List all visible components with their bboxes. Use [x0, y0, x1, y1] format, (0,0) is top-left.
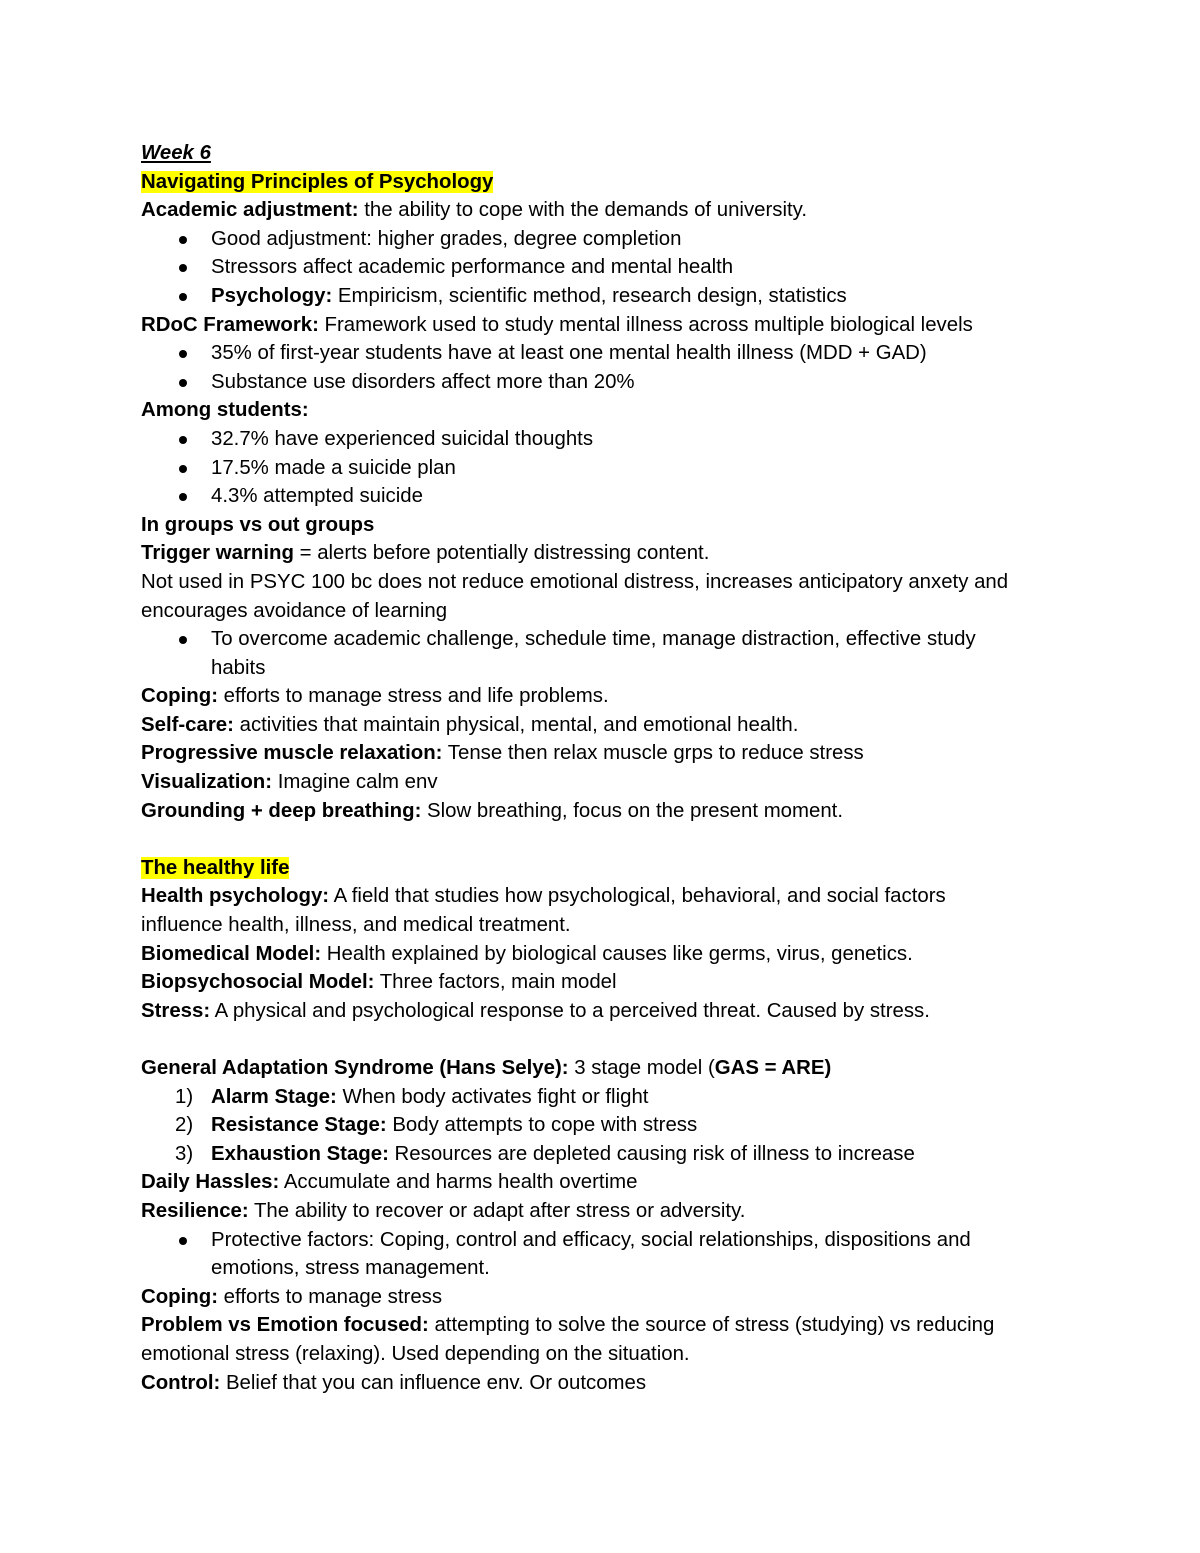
def-stress: Stress: A physical and psychological response to a perceived threat. Caused by stress. — [141, 999, 930, 1022]
paragraph-not-used-line1: Not used in PSYC 100 bc does not reduce emotional distress, increases anticipatory anxety and — [141, 570, 1009, 593]
list-item: Protective factors: Coping, control and efficacy, social relationships, dispositions and emotions, stress management. — [141, 1226, 1071, 1283]
list-item: 35% of first-year students have at least one mental health illness (MDD + GAD) — [141, 339, 1071, 368]
list-item: To overcome academic challenge, schedule time, manage distraction, effective study habits — [141, 625, 1071, 682]
def-rdoc-framework: RDoC Framework: Framework used to study mental illness across multiple biological levels — [141, 313, 973, 336]
def-problem-vs-emotion-line2: emotional stress (relaxing). Used depending on the situation. — [141, 1342, 690, 1365]
paragraph-not-used-line2: encourages avoidance of learning — [141, 599, 448, 622]
protective-factors-list — [141, 1226, 1071, 1283]
academic-bullet-list — [141, 225, 1071, 311]
list-item: 32.7% have experienced suicidal thoughts — [141, 425, 1071, 454]
def-daily-hassles: Daily Hassles: Accumulate and harms health overtime — [141, 1171, 638, 1194]
def-health-psychology-line2: influence health, illness, and medical treatment. — [141, 914, 571, 937]
def-coping-2: Coping: efforts to manage stress — [141, 1285, 443, 1308]
section-heading-principles: Navigating Principles of Psychology — [141, 170, 494, 193]
list-item: 2) Resistance Stage: Body attempts to cope with stress — [175, 1114, 698, 1137]
def-self-care: Self-care: activities that maintain physical, mental, and emotional health. — [141, 713, 799, 736]
list-item: 3) Exhaustion Stage: Resources are depleted causing risk of illness to increase — [175, 1142, 915, 1165]
in-groups-heading: In groups vs out groups — [141, 513, 375, 536]
list-item: Psychology: Empiricism, scientific method, research design, statistics — [141, 282, 1071, 311]
def-general-adaptation-syndrome: General Adaptation Syndrome (Hans Selye): 3 stage model (GAS = ARE) — [141, 1057, 832, 1079]
list-item: Stressors affect academic performance and mental health — [141, 253, 1071, 282]
notes-body — [141, 139, 1071, 1397]
def-resilience: Resilience: The ability to recover or adapt after stress or adversity. — [141, 1199, 746, 1222]
list-item: Substance use disorders affect more than 20% — [141, 368, 1071, 397]
list-item: Good adjustment: higher grades, degree completion — [141, 225, 1071, 254]
list-item: 4.3% attempted suicide — [141, 482, 1071, 511]
rdoc-bullet-list — [141, 339, 1071, 396]
blank-line — [141, 1025, 1071, 1054]
section-heading-healthy-life: The healthy life — [141, 856, 290, 879]
def-grounding: Grounding + deep breathing: Slow breathing, focus on the present moment. — [141, 799, 844, 822]
def-control: Control: Belief that you can influence env. Or outcomes — [141, 1371, 647, 1394]
list-item: 17.5% made a suicide plan — [141, 454, 1071, 483]
def-problem-vs-emotion: Problem vs Emotion focused: attempting to solve the source of stress (studying) vs reducing — [141, 1314, 995, 1337]
def-progressive-muscle-relaxation: Progressive muscle relaxation: Tense then relax muscle grps to reduce stress — [141, 742, 864, 765]
def-biomedical-model: Biomedical Model: Health explained by biological causes like germs, virus, genetics. — [141, 942, 913, 965]
week-title: Week 6 — [141, 142, 211, 164]
def-health-psychology: Health psychology: A field that studies how psychological, behavioral, and social factors — [141, 885, 946, 908]
def-coping: Coping: efforts to manage stress and life problems. — [141, 685, 609, 708]
def-academic-adjustment: Academic adjustment: the ability to cope with the demands of university. — [141, 199, 808, 222]
among-students-bullet-list — [141, 425, 1071, 511]
blank-line — [141, 825, 1071, 854]
def-trigger-warning: Trigger warning = alerts before potentially distressing content. — [141, 542, 710, 565]
among-students-heading: Among students: — [141, 399, 309, 422]
gas-stages-list — [141, 1083, 1071, 1169]
def-biopsychosocial-model: Biopsychosocial Model: Three factors, main model — [141, 971, 617, 994]
list-item: 1) Alarm Stage: When body activates fight or flight — [175, 1085, 649, 1108]
overcome-bullet-list — [141, 625, 1071, 682]
def-visualization: Visualization: Imagine calm env — [141, 771, 438, 794]
